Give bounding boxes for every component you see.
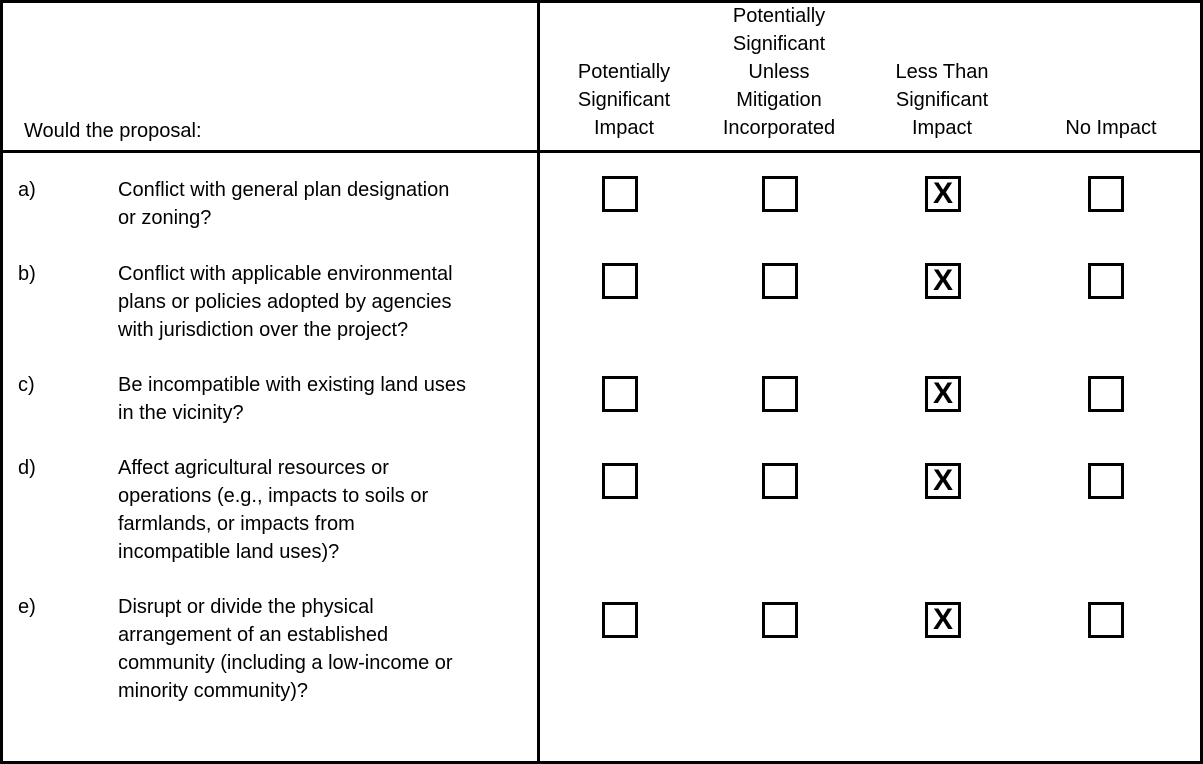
checkbox-a-no-impact[interactable] [1088,176,1124,212]
row-question-d: Affect agricultural resources or operations (e.g., impacts to soils or farmlands, or impacts from incompatible land uses)? [118,457,429,563]
checkbox-c-potentially-significant[interactable] [602,376,638,412]
checkbox-a-unless-mitigation[interactable] [762,176,798,212]
column-header-potentially-significant: Potentially Significant Impact [577,61,671,139]
checkbox-d-less-than-significant[interactable]: X [925,463,961,499]
checkbox-a-potentially-significant[interactable] [602,176,638,212]
checkbox-b-less-than-significant[interactable]: X [925,263,961,299]
checkbox-e-unless-mitigation[interactable] [762,602,798,638]
header-divider [0,150,1203,153]
checkbox-b-no-impact[interactable] [1088,263,1124,299]
row-question-a: Conflict with general plan designation or zoning? [118,179,450,229]
column-header-less-than-significant: Less Than Significant Impact [895,61,989,139]
checkbox-c-no-impact[interactable] [1088,376,1124,412]
checkbox-e-less-than-significant[interactable]: X [925,602,961,638]
row-letter-c: c) [18,374,35,396]
checkbox-d-potentially-significant[interactable] [602,463,638,499]
column-header-no-impact: No Impact [1065,117,1157,139]
column-header-unless-mitigation: Potentially Significant Unless Mitigation Incorporated [722,5,836,139]
row-question-e: Disrupt or divide the physical arrangement of an established community (including a low-income or minority community)? [118,596,453,702]
checkbox-b-potentially-significant[interactable] [602,263,638,299]
row-question-b: Conflict with applicable environmental plans or policies adopted by agencies with jurisdiction over the project? [118,263,453,341]
question-prompt: Would the proposal: [24,120,202,142]
checkbox-d-unless-mitigation[interactable] [762,463,798,499]
row-letter-d: d) [18,457,36,479]
checkbox-c-less-than-significant[interactable]: X [925,376,961,412]
checkbox-a-less-than-significant[interactable]: X [925,176,961,212]
row-letter-a: a) [18,179,36,201]
checkbox-d-no-impact[interactable] [1088,463,1124,499]
row-letter-e: e) [18,596,36,618]
checkbox-b-unless-mitigation[interactable] [762,263,798,299]
row-letter-b: b) [18,263,36,285]
row-question-c: Be incompatible with existing land uses in the vicinity? [118,374,466,424]
checkbox-c-unless-mitigation[interactable] [762,376,798,412]
checkbox-e-no-impact[interactable] [1088,602,1124,638]
checkbox-e-potentially-significant[interactable] [602,602,638,638]
